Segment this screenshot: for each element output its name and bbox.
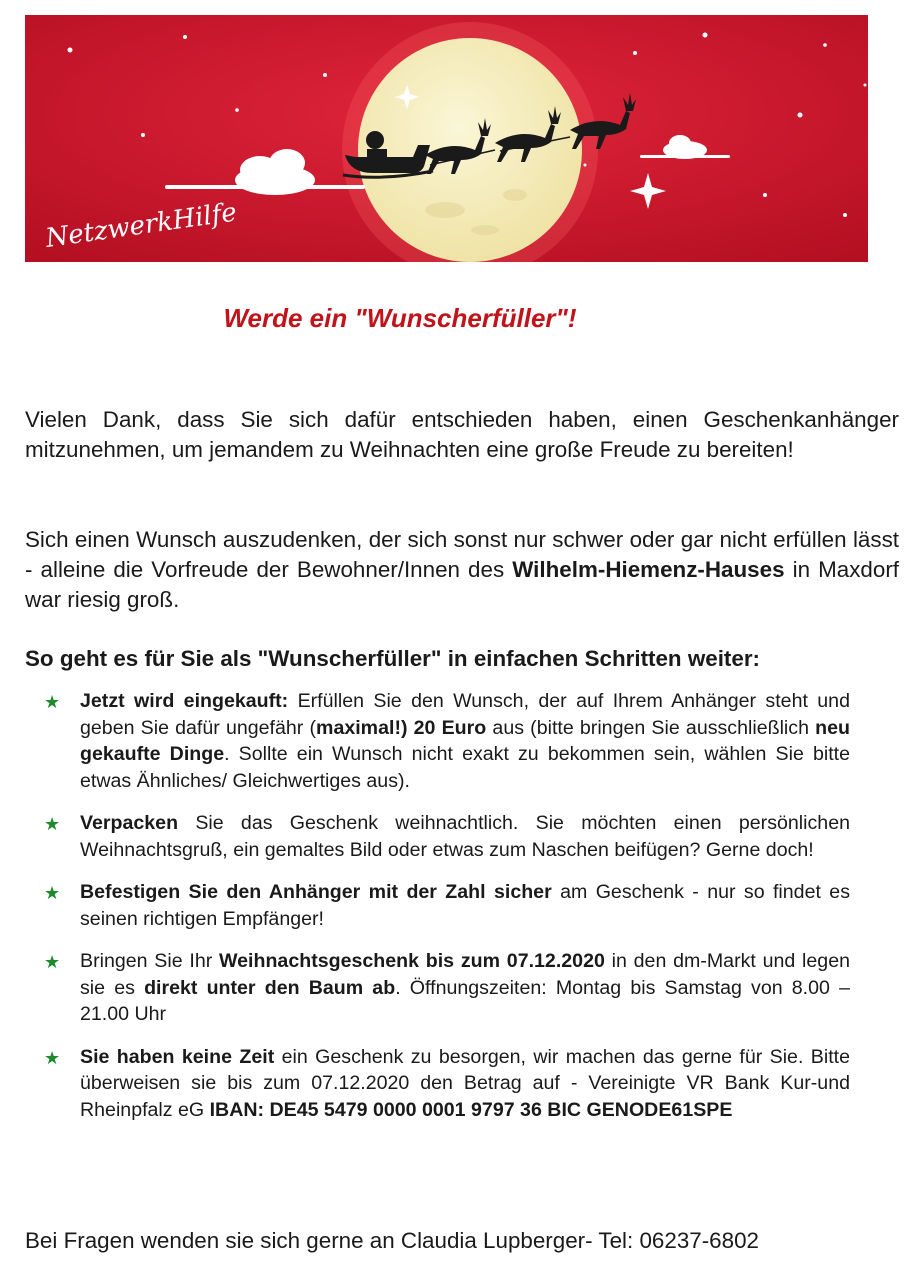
step-text: . Öffnungszeiten: Montag bis Samstag von 8.00 – 21.00 Uhr [80, 976, 850, 1025]
star-bullet-icon: ★ [44, 952, 61, 972]
step-bold: Jetzt wird eingekauft: [80, 690, 289, 712]
step-shopping [40, 688, 850, 794]
contact-line: Bei Fragen wenden sie sich gerne an Claudia Lupberger- Tel: 06237-6802 [25, 1228, 759, 1253]
step-text: Sie das Geschenk weihnachtlich. Sie möchten einen persönlichen Weihnachtsgruß, ein gemaltes Bild oder etwas zum Naschen beifügen? Gerne doch! [80, 812, 850, 861]
intro-paragraph-1: Vielen Dank, dass Sie sich dafür entschieden haben, einen Geschenkanhänger mitzunehmen, um jemandem zu Weihnachten eine große Freude zu bereiten! [25, 407, 899, 462]
step-wrapping [40, 810, 850, 863]
step-deliver [40, 948, 850, 1028]
step-bold: neu gekaufte Dinge [80, 716, 850, 765]
page-title: Werde ein "Wunscherfüller"! [223, 303, 577, 333]
step-text: Bringen Sie Ihr [80, 950, 220, 972]
steps-heading: So geht es für Sie als "Wunscherfüller" in einfachen Schritten weiter: [25, 646, 760, 671]
step-text: ein Geschenk zu besorgen, wir machen das gerne für Sie. Bitte überweisen sie bis zum 07.12.2020 den Betrag auf - Vereinigte VR Bank Kur-und Rheinpfalz eG [80, 1045, 850, 1121]
step-bold: direkt unter den Baum ab [144, 976, 396, 999]
step-text: in den dm-Markt und legen sie es [80, 950, 850, 999]
house-name: Wilhelm-Hiemenz-Hauses [512, 557, 785, 582]
bank-details: IBAN: DE45 5479 0000 0001 9797 36 BIC GENODE61SPE [209, 1098, 733, 1121]
step-bold: maximal!) 20 Euro [316, 716, 487, 739]
steps-list [40, 688, 850, 1139]
step-attach-tag [40, 879, 850, 932]
step-bold: Sie haben keine Zeit [80, 1045, 275, 1068]
step-bold: Befestigen Sie den Anhänger mit der Zahl sicher [80, 881, 552, 903]
step-text: . Sollte ein Wunsch nicht exakt zu bekommen sein, wählen Sie bitte etwas Ähnliches/ Gleichwertiges aus). [80, 743, 850, 792]
step-text: aus (bitte bringen Sie ausschließlich [486, 716, 816, 739]
intro-text-end: in Maxdorf war riesig groß. [25, 557, 899, 612]
step-donation [40, 1044, 850, 1124]
star-bullet-icon: ★ [44, 883, 61, 903]
star-bullet-icon: ★ [44, 1047, 61, 1068]
brand-logo-text: NetzwerkHilfe [43, 197, 239, 254]
star-bullet-icon: ★ [44, 692, 61, 712]
intro-text: Sich einen Wunsch auszudenken, der sich sonst nur schwer oder gar nicht erfüllen lässt - alleine die Vorfreude der Bewohner/Innen des [25, 527, 899, 582]
step-bold: Verpacken [80, 812, 179, 834]
header-banner [25, 15, 868, 262]
intro-paragraph-2 [25, 525, 899, 615]
step-text: am Geschenk - nur so findet es seinen richtigen Empfänger! [80, 881, 850, 930]
step-bold: Weihnachtsgeschenk bis zum 07.12.2020 [219, 950, 605, 972]
step-text: Erfüllen Sie den Wunsch, der auf Ihrem Anhänger steht und geben Sie dafür ungefähr ( [80, 690, 850, 739]
christmas-banner-illustration [25, 15, 868, 262]
star-bullet-icon: ★ [44, 814, 61, 834]
